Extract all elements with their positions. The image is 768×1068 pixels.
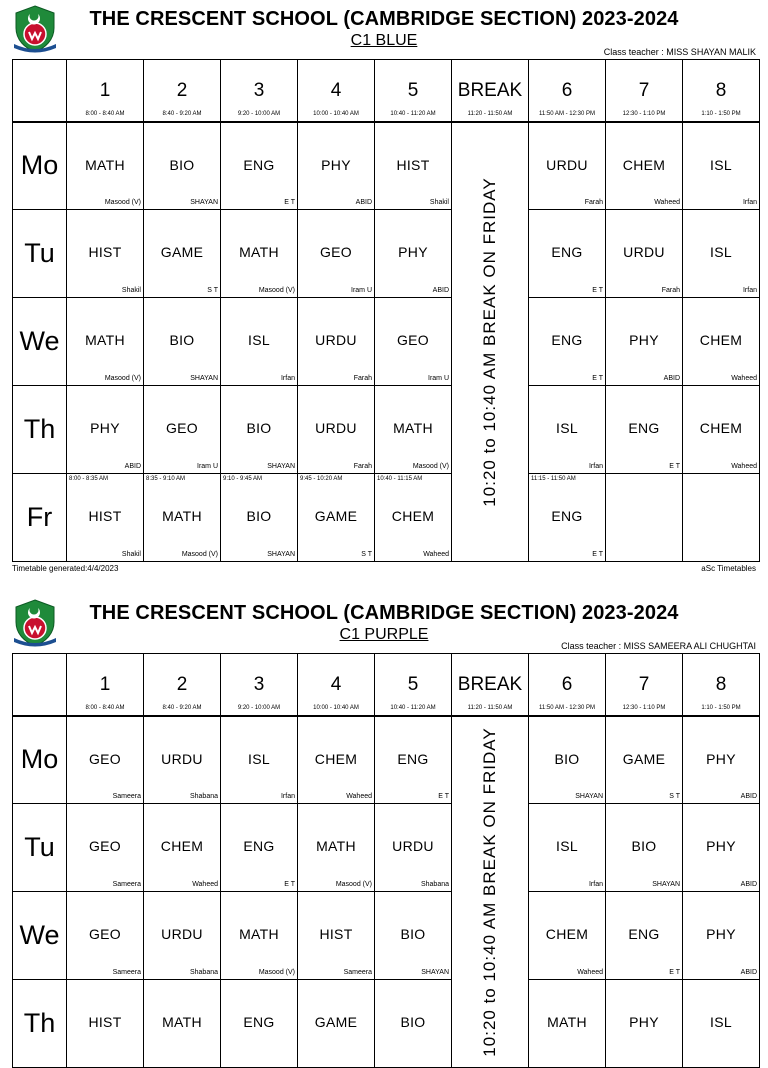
period-number: BREAK xyxy=(457,674,523,695)
lesson-cell xyxy=(529,122,606,210)
subject: BIO xyxy=(246,420,272,436)
period-header xyxy=(221,60,298,122)
subject: ENG xyxy=(628,420,660,436)
lesson-cell xyxy=(221,716,298,804)
teacher: Farah xyxy=(584,199,603,206)
subject: CHEM xyxy=(622,156,666,173)
teacher: Farah xyxy=(661,287,680,294)
subject: GAME xyxy=(622,750,666,767)
subject: ENG xyxy=(243,838,275,854)
period-number: 4 xyxy=(330,80,342,101)
subject: MATH xyxy=(162,1014,202,1030)
period-header xyxy=(298,654,375,716)
subject: PHY xyxy=(706,838,736,854)
footer-brand: aSc Timetables xyxy=(701,564,756,573)
period-time: 10:00 - 10:40 AM xyxy=(313,111,359,117)
lesson-cell xyxy=(683,804,760,892)
teacher: Irfan xyxy=(588,463,603,470)
period-time: 11:50 AM - 12:30 PM xyxy=(539,705,595,711)
lesson-cell xyxy=(221,474,298,562)
period-time: 8:40 - 9:20 AM xyxy=(162,111,202,117)
subject: GEO xyxy=(88,838,122,854)
day-label: Th xyxy=(13,386,67,474)
period-number: 1 xyxy=(99,80,111,101)
lesson-cell xyxy=(683,122,760,210)
period-number: 5 xyxy=(407,80,419,101)
school-logo-icon xyxy=(12,598,58,648)
teacher: Farah xyxy=(353,375,372,382)
period-time: 9:20 - 10:00 AM xyxy=(237,111,281,117)
subject: ISL xyxy=(710,244,732,260)
teacher: Shakil xyxy=(121,551,141,558)
lesson-cell xyxy=(67,122,144,210)
teacher: E T xyxy=(592,287,603,294)
period-time: 1:10 - 1:50 PM xyxy=(701,111,741,117)
period-time: 9:20 - 10:00 AM xyxy=(237,705,281,711)
period-header-row xyxy=(13,654,760,716)
teacher: Shakil xyxy=(429,199,449,206)
teacher: Sameera xyxy=(112,881,141,888)
lesson-cell xyxy=(298,210,375,298)
subject: ISL xyxy=(248,750,270,767)
period-header xyxy=(298,60,375,122)
subject: GEO xyxy=(396,332,430,348)
subject: URDU xyxy=(315,332,357,348)
lesson-cell xyxy=(144,804,221,892)
period-time: 11:50 AM - 12:30 PM xyxy=(539,111,595,117)
teacher: Waheed xyxy=(731,375,757,382)
teacher: ABID xyxy=(355,199,372,206)
subject: URDU xyxy=(623,244,665,260)
period-header xyxy=(529,654,606,716)
lesson-cell xyxy=(298,474,375,562)
corner-cell xyxy=(13,60,67,122)
teacher: Masood (V) xyxy=(181,551,218,558)
day-label: We xyxy=(13,892,67,980)
subject: URDU xyxy=(315,420,357,436)
day-row xyxy=(13,298,760,386)
lesson-cell xyxy=(606,298,683,386)
subject: ISL xyxy=(710,1014,732,1030)
teacher: SHAYAN xyxy=(267,463,295,470)
break-column xyxy=(452,122,529,562)
teacher: Iram U xyxy=(197,463,218,470)
subject: HIST xyxy=(88,244,122,260)
period-number: 3 xyxy=(253,674,265,695)
lesson-cell xyxy=(221,210,298,298)
subject: ENG xyxy=(551,508,583,524)
period-header xyxy=(606,60,683,122)
day-label: Mo xyxy=(13,716,67,804)
school-title: THE CRESCENT SCHOOL (CAMBRIDGE SECTION) 2023-2024 xyxy=(89,8,679,30)
period-time: 10:40 - 11:20 AM xyxy=(390,705,436,711)
lesson-cell xyxy=(529,804,606,892)
lesson-cell xyxy=(221,122,298,210)
subject: BIO xyxy=(400,1014,426,1030)
teacher: E T xyxy=(284,881,295,888)
lesson-cell xyxy=(683,892,760,980)
subject: GEO xyxy=(88,926,122,942)
class-name: C1 PURPLE xyxy=(339,626,429,643)
subject: CHEM xyxy=(699,420,743,436)
lesson-cell xyxy=(375,298,452,386)
period-time: 10:00 - 10:40 AM xyxy=(313,705,359,711)
subject: ENG xyxy=(243,156,275,173)
subject: PHY xyxy=(629,332,659,348)
subject: URDU xyxy=(392,838,434,854)
subject: MATH xyxy=(547,1014,587,1030)
subject: PHY xyxy=(90,420,120,436)
subject: BIO xyxy=(554,750,580,767)
subject: GAME xyxy=(314,508,358,524)
class-name: C1 BLUE xyxy=(350,32,418,49)
lesson-cell xyxy=(221,804,298,892)
timetable-grid xyxy=(12,59,760,562)
lesson-cell xyxy=(298,386,375,474)
lesson-time: 8:00 - 8:35 AM xyxy=(69,476,109,482)
teacher: S T xyxy=(207,287,218,294)
lesson-time: 9:45 - 10:20 AM xyxy=(300,476,343,482)
teacher: Sameera xyxy=(112,793,141,800)
day-label: Tu xyxy=(13,804,67,892)
day-row xyxy=(13,716,760,804)
subject: HIST xyxy=(88,508,122,524)
teacher: SHAYAN xyxy=(190,199,218,206)
teacher: Sameera xyxy=(343,969,372,976)
lesson-cell xyxy=(683,210,760,298)
lesson-cell xyxy=(375,474,452,562)
teacher: SHAYAN xyxy=(267,551,295,558)
subject: HIST xyxy=(319,926,353,942)
subject: URDU xyxy=(161,750,203,767)
teacher: Shakil xyxy=(121,287,141,294)
teacher: Irfan xyxy=(742,287,757,294)
period-number: 3 xyxy=(253,80,265,101)
period-number: 2 xyxy=(176,80,188,101)
subject: URDU xyxy=(161,926,203,942)
lesson-cell xyxy=(529,892,606,980)
subject: MATH xyxy=(316,838,356,854)
period-time: 1:10 - 1:50 PM xyxy=(701,705,741,711)
day-label: Fr xyxy=(13,474,67,562)
period-number: 4 xyxy=(330,674,342,695)
subject: GAME xyxy=(160,244,204,260)
period-header xyxy=(375,60,452,122)
subject: ENG xyxy=(551,332,583,348)
period-number: 8 xyxy=(715,674,727,695)
lesson-cell xyxy=(375,122,452,210)
subject: CHEM xyxy=(314,750,358,767)
period-header xyxy=(67,654,144,716)
teacher: Masood (V) xyxy=(104,199,141,206)
teacher: Irfan xyxy=(280,793,295,800)
subject: CHEM xyxy=(699,332,743,348)
subject: ISL xyxy=(710,156,732,173)
lesson-cell xyxy=(606,892,683,980)
period-header xyxy=(144,60,221,122)
class-teacher: Class teacher : MISS SHAYAN MALIK xyxy=(603,47,756,57)
teacher: Iram U xyxy=(428,375,449,382)
period-header xyxy=(452,60,529,122)
teacher: S T xyxy=(361,551,372,558)
teacher: Waheed xyxy=(346,793,372,800)
period-time: 8:00 - 8:40 AM xyxy=(85,111,125,117)
period-header xyxy=(452,654,529,716)
lesson-cell xyxy=(606,474,683,562)
lesson-cell xyxy=(144,122,221,210)
teacher: Shabana xyxy=(189,969,218,976)
teacher: ABID xyxy=(740,969,757,976)
teacher: E T xyxy=(669,969,680,976)
period-header xyxy=(375,654,452,716)
lesson-cell xyxy=(298,804,375,892)
subject: BIO xyxy=(631,838,657,854)
lesson-cell xyxy=(375,892,452,980)
lesson-cell xyxy=(67,804,144,892)
lesson-cell xyxy=(144,716,221,804)
period-header xyxy=(529,60,606,122)
period-time: 10:40 - 11:20 AM xyxy=(390,111,436,117)
teacher: Irfan xyxy=(742,199,757,206)
subject: MATH xyxy=(162,508,202,524)
teacher: SHAYAN xyxy=(652,881,680,888)
lesson-cell xyxy=(529,716,606,804)
period-number: 7 xyxy=(638,80,650,101)
day-label: We xyxy=(13,298,67,386)
day-row xyxy=(13,122,760,210)
subject: GAME xyxy=(314,1014,358,1030)
lesson-cell xyxy=(529,474,606,562)
period-time: 11:20 - 11:50 AM xyxy=(467,705,513,711)
period-header-row xyxy=(13,60,760,122)
lesson-cell xyxy=(529,210,606,298)
subject: CHEM xyxy=(545,926,589,942)
period-time: 11:20 - 11:50 AM xyxy=(467,111,513,117)
lesson-cell xyxy=(67,298,144,386)
lesson-cell xyxy=(144,298,221,386)
subject: GEO xyxy=(165,420,199,436)
teacher: ABID xyxy=(663,375,680,382)
subject: CHEM xyxy=(391,508,435,524)
period-header xyxy=(606,654,683,716)
period-number: 5 xyxy=(407,674,419,695)
subject: GEO xyxy=(319,244,353,260)
lesson-cell xyxy=(375,804,452,892)
subject: PHY xyxy=(706,750,736,767)
period-header xyxy=(67,60,144,122)
period-header xyxy=(683,654,760,716)
corner-cell xyxy=(13,654,67,716)
day-row xyxy=(13,804,760,892)
subject: MATH xyxy=(85,332,125,348)
teacher: ABID xyxy=(432,287,449,294)
subject: HIST xyxy=(88,1014,122,1030)
lesson-cell xyxy=(144,386,221,474)
day-row xyxy=(13,386,760,474)
teacher: ABID xyxy=(124,463,141,470)
subject: GEO xyxy=(88,750,122,767)
lesson-cell xyxy=(144,210,221,298)
subject: PHY xyxy=(398,244,428,260)
lesson-time: 10:40 - 11:15 AM xyxy=(377,476,423,482)
teacher: SHAYAN xyxy=(575,793,603,800)
day-row xyxy=(13,892,760,980)
subject: ISL xyxy=(556,420,578,436)
subject: PHY xyxy=(321,156,351,173)
period-time: 8:40 - 9:20 AM xyxy=(162,705,202,711)
lesson-cell xyxy=(683,298,760,386)
teacher: Sameera xyxy=(112,969,141,976)
lesson-cell xyxy=(683,386,760,474)
subject: MATH xyxy=(239,926,279,942)
subject: MATH xyxy=(85,156,125,173)
subject: BIO xyxy=(246,508,272,524)
teacher: Masood (V) xyxy=(335,881,372,888)
school-title: THE CRESCENT SCHOOL (CAMBRIDGE SECTION) 2023-2024 xyxy=(89,602,679,624)
subject: ISL xyxy=(556,838,578,854)
lesson-cell xyxy=(221,892,298,980)
break-column xyxy=(452,716,529,1068)
subject: BIO xyxy=(169,156,195,173)
subject: ENG xyxy=(397,750,429,767)
day-label: Tu xyxy=(13,210,67,298)
lesson-cell xyxy=(298,298,375,386)
lesson-cell xyxy=(375,386,452,474)
subject: ENG xyxy=(628,926,660,942)
subject: BIO xyxy=(169,332,195,348)
subject: PHY xyxy=(706,926,736,942)
break-note: 10:20 to 10:40 AM BREAK ON FRIDAY xyxy=(480,177,499,507)
teacher: Shabana xyxy=(189,793,218,800)
lesson-cell xyxy=(221,298,298,386)
lesson-cell xyxy=(298,892,375,980)
lesson-cell xyxy=(375,716,452,804)
break-note: 10:20 to 10:40 AM BREAK ON FRIDAY xyxy=(480,727,499,1057)
period-number: 1 xyxy=(99,674,111,695)
lesson-cell xyxy=(298,122,375,210)
lesson-time: 11:15 - 11:50 AM xyxy=(531,476,576,482)
lesson-cell xyxy=(298,716,375,804)
subject: URDU xyxy=(546,156,588,173)
teacher: Irfan xyxy=(588,881,603,888)
subject: CHEM xyxy=(160,838,204,854)
lesson-cell xyxy=(67,386,144,474)
teacher: Masood (V) xyxy=(258,969,295,976)
day-label: Mo xyxy=(13,122,67,210)
teacher: Waheed xyxy=(577,969,603,976)
lesson-cell xyxy=(67,892,144,980)
lesson-cell xyxy=(67,716,144,804)
period-number: 8 xyxy=(715,80,727,101)
subject: ISL xyxy=(248,332,270,348)
day-row xyxy=(13,474,760,562)
subject: MATH xyxy=(239,244,279,260)
teacher: Masood (V) xyxy=(412,463,449,470)
teacher: S T xyxy=(669,793,680,800)
teacher: E T xyxy=(592,551,603,558)
period-header xyxy=(221,654,298,716)
teacher: Waheed xyxy=(654,199,680,206)
lesson-cell xyxy=(529,386,606,474)
teacher: Iram U xyxy=(351,287,372,294)
lesson-cell xyxy=(606,210,683,298)
day-row xyxy=(13,210,760,298)
teacher: Waheed xyxy=(423,551,449,558)
subject: HIST xyxy=(396,156,430,173)
lesson-cell xyxy=(67,210,144,298)
day-label: Th xyxy=(13,980,67,1068)
lesson-cell xyxy=(683,474,760,562)
timetable-grid xyxy=(12,653,760,1068)
period-time: 12:30 - 1:10 PM xyxy=(622,111,666,117)
teacher: Waheed xyxy=(192,881,218,888)
footer-generated: Timetable generated:4/4/2023 xyxy=(12,564,119,573)
lesson-cell xyxy=(606,716,683,804)
teacher: SHAYAN xyxy=(421,969,449,976)
lesson-cell xyxy=(144,474,221,562)
lesson-cell xyxy=(221,386,298,474)
lesson-time: 9:10 - 9:45 AM xyxy=(223,476,263,482)
lesson-cell xyxy=(606,386,683,474)
subject: PHY xyxy=(629,1014,659,1030)
lesson-cell xyxy=(683,716,760,804)
teacher: Farah xyxy=(353,463,372,470)
period-time: 12:30 - 1:10 PM xyxy=(622,705,666,711)
teacher: Masood (V) xyxy=(104,375,141,382)
teacher: ABID xyxy=(740,881,757,888)
timetable-1 xyxy=(0,594,768,1057)
teacher: SHAYAN xyxy=(190,375,218,382)
lesson-cell xyxy=(67,474,144,562)
lesson-cell xyxy=(529,298,606,386)
subject: BIO xyxy=(400,926,426,942)
teacher: Waheed xyxy=(731,463,757,470)
period-number: 6 xyxy=(561,674,573,695)
period-header xyxy=(144,654,221,716)
teacher: E T xyxy=(592,375,603,382)
teacher: Shabana xyxy=(420,881,449,888)
period-number: 7 xyxy=(638,674,650,695)
subject: ENG xyxy=(551,244,583,260)
lesson-cell xyxy=(606,804,683,892)
subject: ENG xyxy=(243,1014,275,1030)
lesson-cell xyxy=(144,892,221,980)
period-time: 8:00 - 8:40 AM xyxy=(85,705,125,711)
period-number: 2 xyxy=(176,674,188,695)
class-teacher: Class teacher : MISS SAMEERA ALI CHUGHTAI xyxy=(561,641,756,651)
period-number: 6 xyxy=(561,80,573,101)
teacher: Irfan xyxy=(280,375,295,382)
lesson-cell xyxy=(375,210,452,298)
lesson-cell xyxy=(606,122,683,210)
teacher: ABID xyxy=(740,793,757,800)
teacher: Masood (V) xyxy=(258,287,295,294)
teacher: E T xyxy=(669,463,680,470)
school-logo-icon xyxy=(12,4,58,54)
lesson-time: 8:35 - 9:10 AM xyxy=(146,476,186,482)
period-number: BREAK xyxy=(457,80,523,101)
teacher: E T xyxy=(284,199,295,206)
teacher: E T xyxy=(438,793,449,800)
period-header xyxy=(683,60,760,122)
subject: MATH xyxy=(393,420,433,436)
